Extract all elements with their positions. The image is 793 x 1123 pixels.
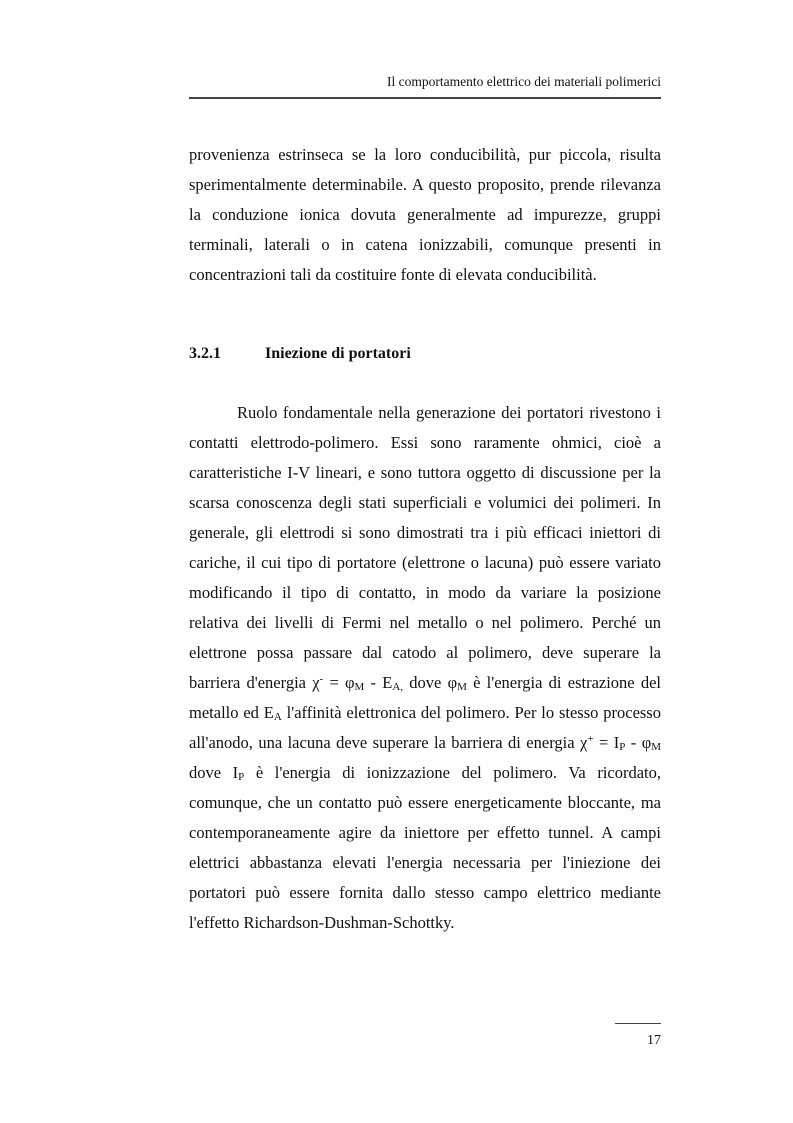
subscript: M [354, 681, 365, 693]
formula-line [189, 758, 661, 788]
footer-rule [615, 1023, 661, 1024]
text-line: la conduzione ionica dovuta generalmente ad impurezze, gruppi [189, 205, 661, 224]
text-run: = [323, 673, 345, 692]
text-line: Ruolo fondamentale nella generazione dei portatori rivestono i [237, 403, 661, 422]
text-run: è l'energia di ionizzazione del polimero. Va ricordato, [244, 763, 662, 782]
superscript: - [319, 673, 324, 685]
page-number: 17 [647, 1033, 661, 1048]
text-run: l'affinità elettronica del polimero. Per lo stesso processo [281, 703, 661, 722]
section-number: 3.2.1 [189, 345, 221, 362]
text-line: elettrone possa passare dal catodo al polimero, deve superare la [189, 643, 661, 662]
formula-line [189, 668, 661, 698]
chi-symbol: χ [312, 673, 320, 692]
text-run: è l'energia di estrazione del [466, 673, 662, 692]
text-line: portatori può essere fornita dallo stesso campo elettrico mediante [189, 883, 661, 902]
paragraph-2 [189, 398, 661, 938]
text-run: metallo ed E [189, 703, 274, 722]
text-line: scarsa conoscenza degli stati superficiali e volumici dei polimeri. In [189, 493, 661, 512]
subscript: M [457, 681, 467, 693]
chi-symbol: χ [579, 733, 588, 752]
text-line: modificando il tipo di contatto, in modo da variare la posizione [189, 583, 661, 602]
subscript: M [651, 741, 661, 753]
subscript: P [619, 741, 626, 753]
text-run: dove [403, 673, 448, 692]
subscript: A, [392, 681, 404, 693]
text-line: comunque, che un contatto può essere energeticamente bloccante, ma [189, 793, 661, 812]
text-line: elettrici abbastanza elevati l'energia necessaria per l'iniezione dei [189, 853, 661, 872]
text-line: relativa dei livelli di Fermi nel metallo o nel polimero. Perché un [189, 613, 661, 632]
text-line: generale, gli elettrodi si sono dimostrati tra i più efficaci iniettori di [189, 523, 661, 542]
text-run: = I [593, 733, 620, 752]
text-line: terminali, laterali o in catena ionizzabili, comunque presenti in [189, 235, 661, 254]
text-run: all'anodo, una lacuna deve superare la barriera di energia [189, 733, 580, 752]
text-line: contemporaneamente agire da iniettore per effetto tunnel. A campi [189, 823, 661, 842]
section-title: Iniezione di portatori [265, 345, 411, 362]
text-run: dove I [189, 763, 239, 782]
phi-symbol: φ [447, 673, 458, 692]
subscript: A [273, 711, 282, 723]
superscript: + [587, 733, 594, 745]
text-run: - [625, 733, 642, 752]
text-line: cariche, il cui tipo di portatore (elettrone o lacuna) può essere variato [189, 553, 661, 572]
text-run: barriera d'energia [189, 673, 313, 692]
subscript: P [238, 771, 245, 783]
text-line: concentrazioni tali da costituire fonte di elevata conducibilità. [189, 265, 597, 284]
text-run: - E [364, 673, 393, 692]
phi-symbol: φ [344, 673, 355, 692]
text-line: l'effetto Richardson-Dushman-Schottky. [189, 913, 455, 932]
text-line: sperimentalmente determinabile. A questo proposito, prende rilevanza [189, 175, 661, 194]
header-rule [189, 97, 661, 99]
text-line: caratteristiche I-V lineari, e sono tuttora oggetto di discussione per la [189, 463, 661, 482]
section-heading [189, 344, 411, 364]
text-line: contatti elettrodo-polimero. Essi sono raramente ohmici, cioè a [189, 433, 661, 452]
formula-line [189, 728, 661, 758]
formula-line [189, 698, 661, 728]
text-line: provenienza estrinseca se la loro conducibilità, pur piccola, risulta [189, 145, 661, 164]
phi-symbol: φ [641, 733, 652, 752]
paragraph-1 [189, 140, 661, 290]
running-header: Il comportamento elettrico dei materiali polimerici [386, 74, 661, 89]
